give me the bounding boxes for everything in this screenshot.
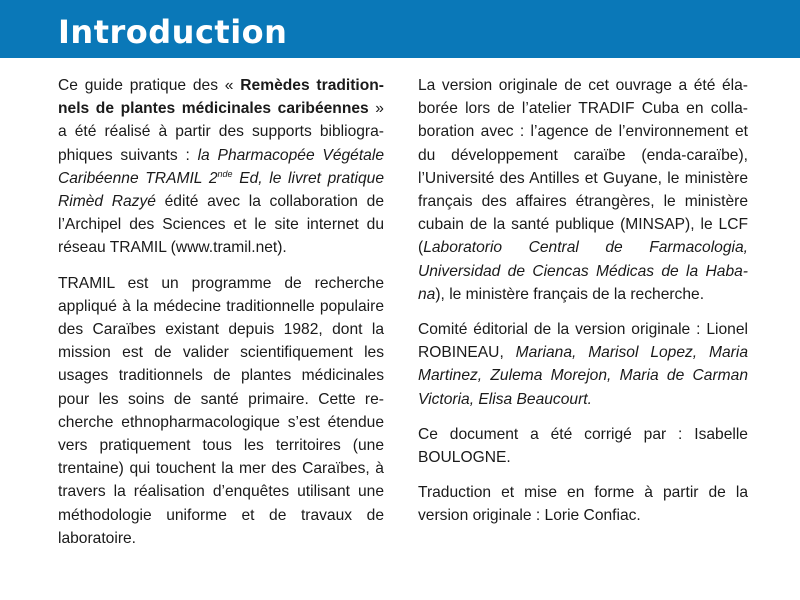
original-version-end: ), le ministère français de la recherche. — [435, 285, 705, 303]
intro-text-end: édité avec la collaboration de l’Archipel des Sciences et le site internet du réseau TRAMIL (www.tramil.net). — [58, 193, 385, 257]
tramil-paragraph: TRAMIL est un programme de recherche appliqué à la médecine traditionnelle populaire des Caraïbes existant depuis 1982, dont la mission est de valider scientifiquement les usages traditionnels de plantes médicinales pour les soins de santé primaire. Cette recherche ethnopharmacologique s’est étendue vers pratiquement tous les territoires (une trentaine) qui touchent la mer des Caraïbes, à travers la réalisation d’enquêtes utilisant une méthodologie uniforme et de travaux de laboratoire. — [58, 274, 384, 547]
original-version-paragraph — [418, 74, 748, 306]
intro-text-start: Ce guide pratique des « — [58, 77, 241, 94]
editorial-committee-label: Comité éditorial de la version originale : Lionel ROBINEAU, — [418, 321, 748, 362]
left-column — [58, 74, 384, 562]
page-title: Introduction — [58, 13, 288, 51]
translation-paragraph: Traduction et mise en forme à partir de la version originale : Lorie Confiac. — [418, 484, 748, 525]
editorial-committee-names: Mariana, Marisol Lopez, Maria Martinez, Zulema Morejon, Maria de Carman Victoria, Elisa Beaucourt. — [418, 344, 748, 408]
intro-text-sources: » a été réalisé à partir des supports bibliographiques suivants : — [58, 100, 384, 164]
edition-superscript: nde — [217, 168, 233, 179]
livret-reference: Ed, le livret pratique Rimèd Razyé — [58, 169, 384, 211]
lcf-name: Laboratorio Central de Farmacologia, Universidad de Ciencas Médicas de la Habana — [418, 239, 748, 303]
editorial-committee-paragraph — [418, 318, 748, 411]
intro-paragraph — [58, 74, 384, 260]
original-version-text: La version originale de cet ouvrage a été élaborée lors de l’atelier TRADIF Cuba en collaboration avec : l’agence de l’environnement et du développement caraïbe (enda-caraïbe), l’Université des Antilles et Guyane, le ministère français des affaires étrangères, le ministère cubain de la santé publique (MINSAP), le LCF ( — [418, 77, 748, 257]
pharmacopee-reference: la Pharmacopée Végétale Caribéenne TRAMIL 2 — [58, 146, 384, 187]
right-column — [418, 74, 748, 540]
guide-title: Remèdes traditionnels de plantes médicinales caribéennes — [58, 77, 384, 118]
corrected-by-paragraph: Ce document a été corrigé par : Isabelle BOULOGNE. — [418, 425, 748, 467]
